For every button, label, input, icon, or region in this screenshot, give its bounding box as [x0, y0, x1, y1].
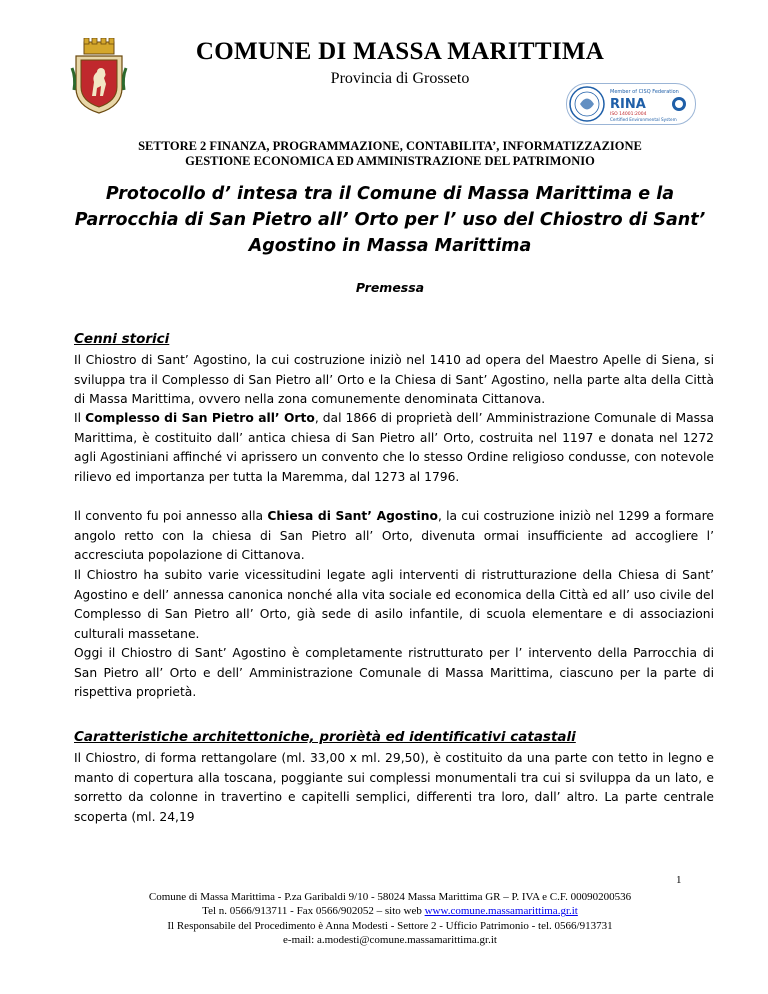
paragraph-complesso-san-pietro: [74, 409, 714, 487]
rina-system-text: Certified Environmental System: [610, 117, 677, 122]
paragraph-ristrutturazione: Oggi il Chiostro di Sant’ Agostino è completamente ristrutturato per l’ intervento della Parrocchia di San Pietro all’ Orto e dell’ Amministrazione Comunale di Massa Marittima, ciascuno per la parte di rispettiva proprietà.: [74, 646, 714, 700]
paragraph-caratteristiche: Il Chiostro, di forma rettangolare (ml. 33,00 x ml. 29,50), è costituito da una parte con tetto in legno e manto di copertura alla toscana, poggiante sui complessi monumentali tra cui si sviluppa da un lato, e sorretto da colonne in travertino e capitelli semplici, differenti tra loro, dall’ altro. La parte centrale scoperta (ml. 24,19: [74, 751, 714, 824]
footer-contacts: [60, 904, 720, 918]
paragraph-chiostro-intro: Il Chiostro di Sant’ Agostino, la cui costruzione iniziò nel 1410 ad opera del Maestro Apelle di Siena, si sviluppa tra il Complesso di San Pietro all’ Orto e la Chiesa di Sant’ Agostino, nella parte alta della Città di Massa Marittima, ovvero nella zona comunemente denominata Cittanova.: [74, 353, 714, 407]
organization-subtitle: Provincia di Grosseto: [330, 70, 470, 87]
paragraph-text: Il convento fu poi annesso alla: [74, 509, 268, 523]
paragraph-text: Il: [74, 411, 86, 425]
paragraph-chiesa-sant-agostino: [74, 507, 714, 566]
bold-term-complesso: Complesso di San Pietro all’ Orto: [85, 411, 315, 425]
website-link[interactable]: www.comune.massamarittima.gr.it: [424, 905, 578, 918]
municipal-crest-icon: [70, 38, 128, 114]
document-title: Protocollo d’ intesa tra il Comune di Massa Marittima e la Parrocchia di San Pietro all’ Orto per l’ uso del Chiostro di Sant’ Agostino in Massa Marittima: [74, 184, 706, 256]
department-line-1: SETTORE 2 FINANZA, PROGRAMMAZIONE, CONTABILITA’, INFORMATIZZAZIONE: [138, 139, 642, 153]
bold-term-chiesa: Chiesa di Sant’ Agostino: [267, 509, 438, 523]
footer-responsible: Il Responsabile del Procedimento è Anna Modesti - Settore 2 - Ufficio Patrimonio - tel. 0566/913731: [167, 919, 613, 932]
footer-phone-fax: Tel n. 0566/913711 - Fax 0566/902052 – sito web: [202, 905, 425, 918]
section-heading-caratteristiche: Caratteristiche architettoniche, proriètà ed identificativi catastali: [74, 729, 576, 745]
department-heading: [60, 139, 720, 169]
organization-title: COMUNE DI MASSA MARITTIMA: [195, 38, 605, 65]
premessa-heading: Premessa: [355, 280, 425, 295]
rina-certification-logo: [566, 83, 696, 125]
page-footer: [60, 890, 720, 947]
page-number: 1: [676, 874, 682, 886]
paragraph-vicissitudini: Il Chiostro ha subito varie vicessitudini legate agli interventi di ristrutturazione della Chiesa di Sant’ Agostino e dell’ annessa canonica nonché alla vita sociale ed economica della Città ed all’ uso civile del Complesso di San Pietro all’ Orto, già sede di asilo infantile, di scuola elementare e di associazioni culturali massetane.: [74, 568, 714, 641]
section-heading-cenni-storici: Cenni storici: [74, 331, 170, 347]
department-line-2: GESTIONE ECONOMICA ED AMMINISTRAZIONE DEL PATRIMONIO: [185, 154, 595, 168]
rina-member-text: Member of CISQ Federation: [610, 89, 679, 95]
footer-email: e-mail: a.modesti@comune.massamarittima.gr.it: [283, 933, 497, 946]
rina-brand-text: RINA: [610, 97, 646, 112]
rina-iso-text: ISO 14001:2004: [610, 112, 647, 117]
paragraph-text: , dal 1866 di proprietà dell’ Amministrazione Comunale di Massa Marittima, è costituito dall’ antica chiesa di San Pietro all’ Orto, costruita nel 1197 e donata nel 1272 agli Agostiniani affinché vi aprissero un convento che lo stesso Ordine religioso condusse, con notevole rilievo ed importanza per tutta la Maremma, dal 1273 al 1796.: [74, 411, 714, 484]
footer-address: Comune di Massa Marittima - P.za Garibaldi 9/10 - 58024 Massa Marittima GR – P. IVA e C.F. 00090200536: [148, 891, 632, 903]
paragraph-text: , la cui costruzione iniziò nel 1299 a formare angolo retto con la chiesa di San Pietro all’ Orto, divenuta ormai insufficiente ad accogliere l’ accresciuta popolazione di Cittanova.: [74, 509, 714, 563]
